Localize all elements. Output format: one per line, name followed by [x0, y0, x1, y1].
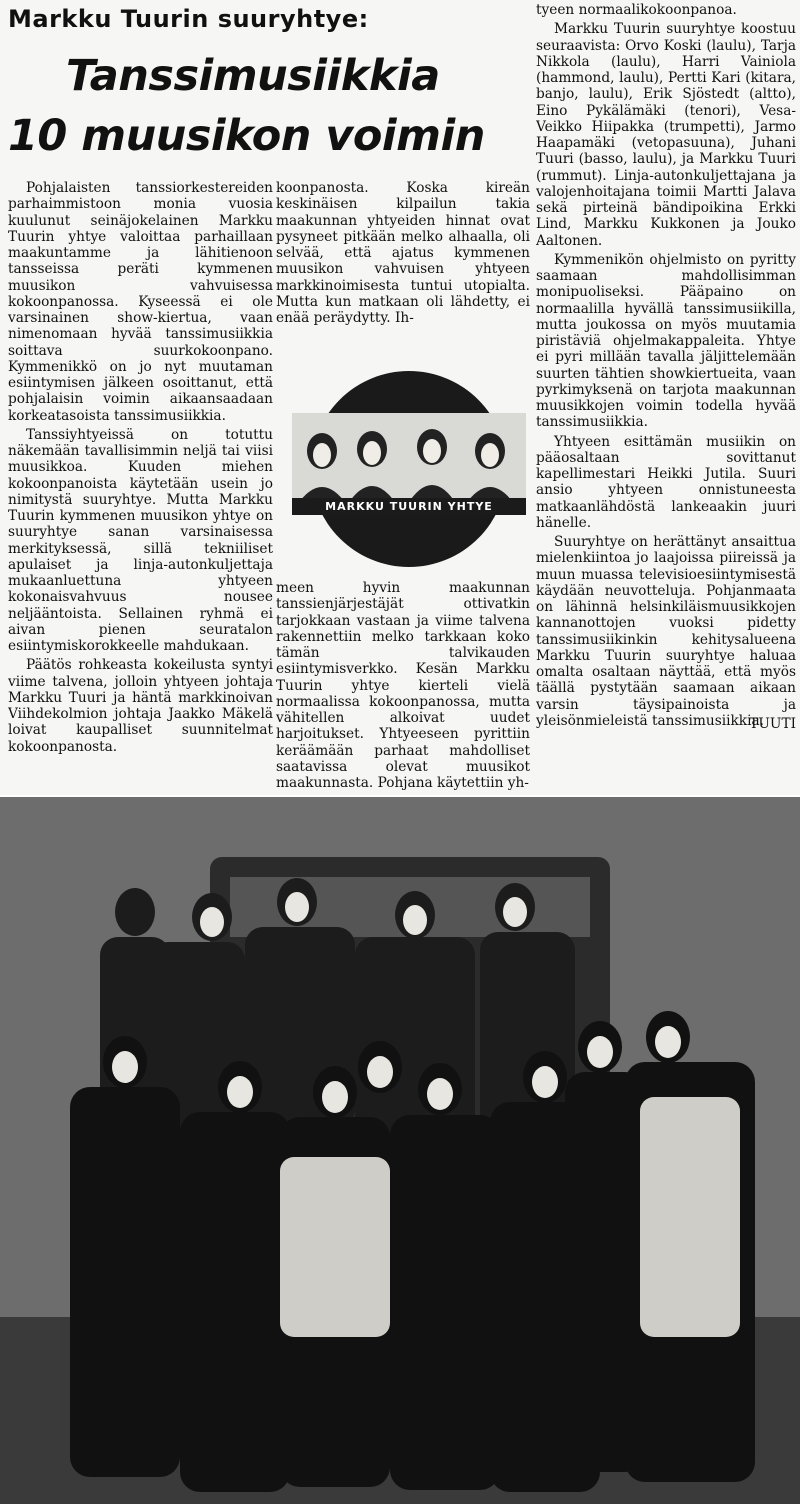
- paragraph: Tanssiyhtyeissä on totuttu näkemään tavallisimmin neljä tai viisi muusikkoa. Kuuden miehen kokoonpanoista käytetään usein jo nimitystä suuryhtye. Mutta Markku Tuurin kymmenen muusikon yhtye on suuryhtye sanan varsinaisessa merkityksessä, sillä tekniiliset apulaiset ja linja-autonkuljettaja mukaanluettuna yhtyeen kokonaisvahvuus nousee neljääntoista. Sellainen ryhmä ei aivan pienen seuratalon esiintymiskorokkeelle mahdukaan.: [8, 426, 273, 654]
- paragraph: Kymmenikön ohjelmisto on pyritty saamaan mahdollisimman monipuoliseksi. Pääpaino on normaalilla hyvällä tanssimusiikilla, mutta joukossa on myös muutamia piristäviä ohjelmakappaleita. Yhtye ei pyri millään tavalla jäljittelemään suurten tähtien showkiertueita, vaan pyrkimyksenä on tarjota maakunnan muusikkojen voimin todella hyvää tanssimusiikkia.: [536, 251, 796, 431]
- paragraph: Pohjalaisten tanssiorkestereiden parhaimmistoon monia vuosia kuulunut seinäjokelainen Markku Tuurin yhtye valoittaa parhaillaan maakuntamme ja lähitienoon tansseissa peräti kymmenen muusikon vahvuisessa kokoonpanossa. Kyseessä ei ole varsinainen show-kiertua, vaan nimenomaan hyvää tanssimusiikkia soittava suurkokoonpano. Kymmenikkö on jo nyt muutaman esiintymisen jälkeen osoittanut, että pohjalaisin voimin aikaansaadaan korkeatasoista tanssimusiikkia.: [8, 180, 273, 424]
- article-column-2-top: [276, 180, 530, 360]
- kicker: Markku Tuurin suuryhtye:: [8, 5, 369, 33]
- promo-caption: MARKKU TUURIN YHTYE: [292, 498, 526, 515]
- paragraph: koonpanosta. Koska kireän keskinäisen kilpailun takia maakunnan yhtyeiden hinnat ovat pysyneet pitkään melko alhaalla, oli selvää, että ajatus kymmenen muusikon vahvuisen yhtyeen markkinoimisesta tuntui utopialta. Mutta kun matkaan oli lähdetty, ei enää peräydytty. Ih-: [276, 180, 530, 326]
- band-promo-photo: [292, 369, 526, 569]
- paragraph: Päätös rohkeasta kokeilusta syntyi viime talvena, jolloin yhtyeen johtaja Markku Tuuri ja häntä markkinoivan Viihdekolmion johtaja Jaakko Mäkelä loivat kaupalliset suunnitelmat kokoonpanosta.: [8, 657, 273, 755]
- article-column-1: [8, 180, 273, 792]
- paragraph: meen hyvin maakunnan tanssienjärjestäjät ottivatkin tarjokkaan vastaan ja viime talvena rakennettiin melko tarkkaan koko tämän talvikauden esiintymisverkko. Kesän Markku Tuurin yhtye kierteli vielä normaalissa kokoonpanossa, mutta vähitellen alkoivat uudet harjoitukset. Yhtyeeseen pyrittiin keräämään parhaat mahdolliset saatavissa olevat muusikot maakunnasta. Pohjana käytettiin yh-: [276, 580, 530, 791]
- headline: [8, 46, 538, 166]
- paragraph: Yhtyeen esittämän musiikin on pääosaltaan sovittanut kapellimestari Heikki Jutila. Suuri ansio yhtyeen onnistuneesta matkaanlähdöstä lankeaakin juuri hänelle.: [536, 433, 796, 531]
- article-column-3: [536, 2, 796, 792]
- paragraph: Suuryhtye on herättänyt ansaittua mielenkiintoa jo laajoissa piireissä ja muun muassa televisioesiintymisestä käydään neuvotteluja. Pohjanmaata on lähinnä helsinkiläismuusikkojen kannanottojen vuoksi pidetty tanssimusiikinkin kehitysalueena Markku Tuurin suuryhtye haluaa omalta osaltaan näyttää, että myös täällä pystytään saamaan aikaan varsin täysipainoista ja yleisönmieleistä tanssimusiikkia.: [536, 534, 796, 729]
- paragraph: tyeen normaalikokoonpanoa.: [536, 2, 737, 18]
- headline-line-1: Tanssimusiikkia: [66, 51, 440, 101]
- group-photo: [0, 797, 800, 1504]
- byline-signature: TUUTI: [749, 716, 796, 732]
- article-column-2-bottom: [276, 580, 530, 792]
- headline-line-2: 10 muusikon voimin: [8, 111, 485, 161]
- paragraph: Markku Tuurin suuryhtye koostuu seuraavista: Orvo Koski (laulu), Tarja Nikkola (laulu), Harri Vainiola (hammond, laulu), Pertti Kari (kitara, banjo, laulu), Erik Sjöstedt (altto), Eino Pykälämäki (tenori), Vesa-Veikko Hiipakka (trumpetti), Jarmo Haapamäki (vetopasuuna), Juhani Tuuri (basso, laulu), ja Markku Tuuri (rummut). Linja-autonkuljettajana ja valojenhoitajana toimii Martti Jalava sekä pirteinä bändipoikina Erkki Lind, Markku Kukkonen ja Jouko Aaltonen.: [536, 21, 796, 249]
